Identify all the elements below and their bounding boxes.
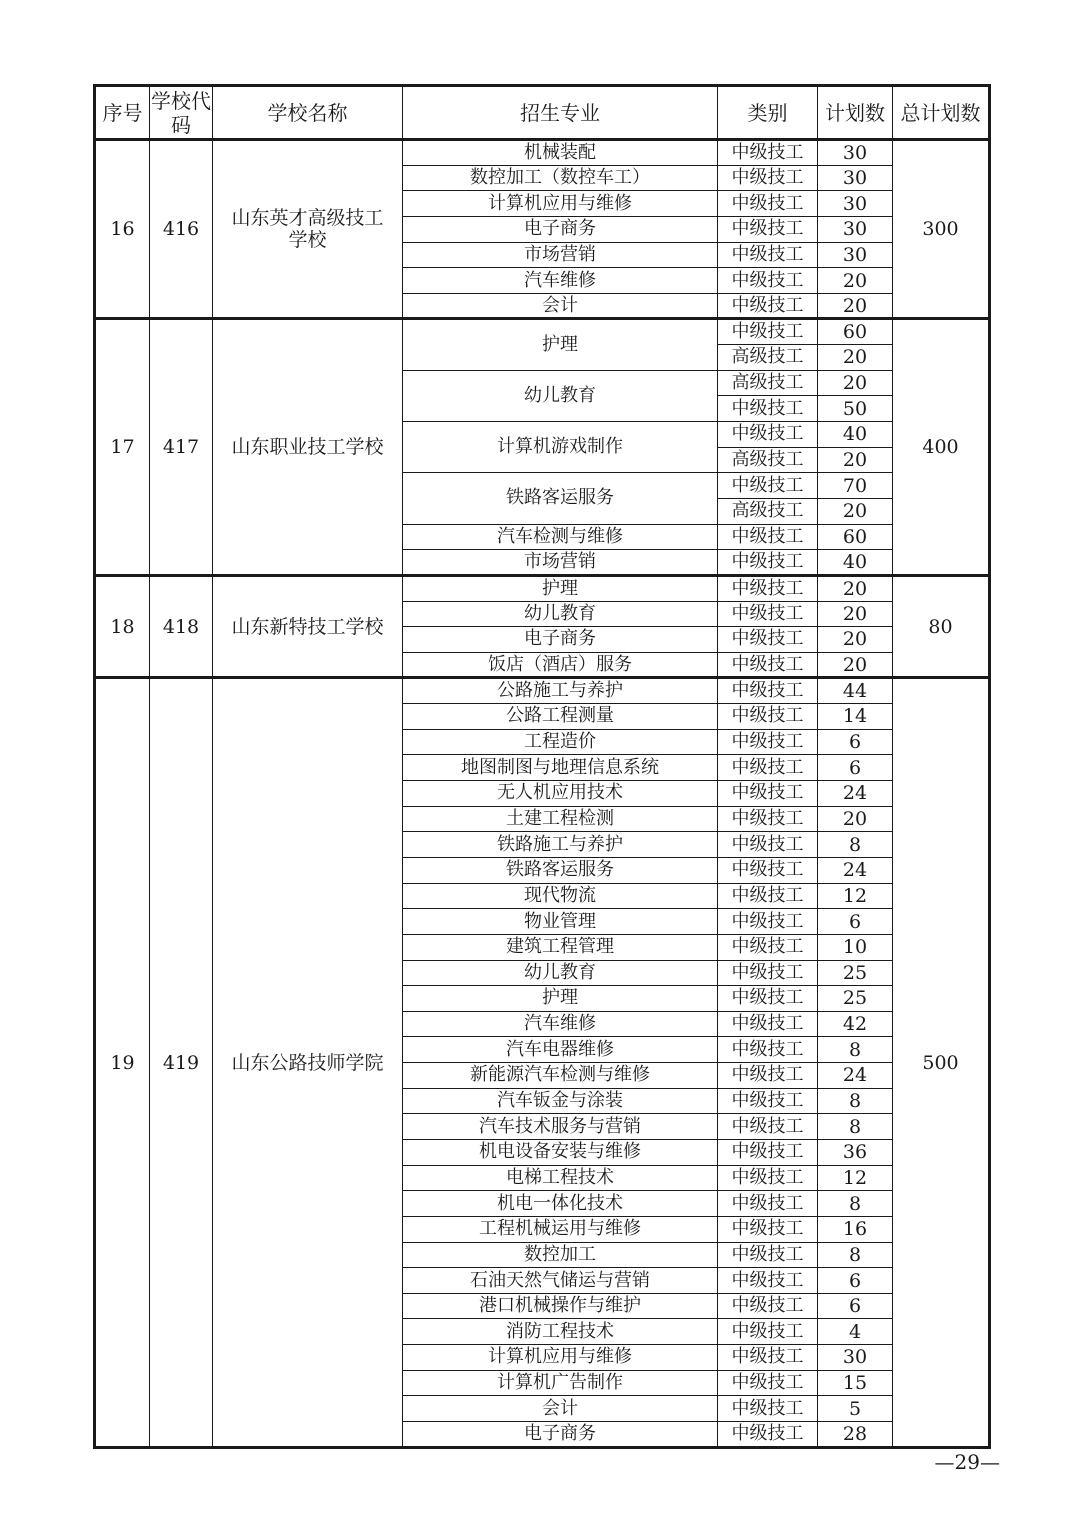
header-major: 招生专业 — [403, 86, 718, 140]
table-row — [95, 319, 990, 345]
category-cell: 中级技工 — [718, 781, 818, 807]
category-cell: 中级技工 — [718, 729, 818, 755]
plan-cell: 30 — [818, 140, 893, 166]
major-cell: 护理 — [403, 986, 718, 1012]
major-cell: 护理 — [403, 319, 718, 370]
seq-cell: 17 — [95, 319, 150, 575]
major-cell: 物业管理 — [403, 909, 718, 935]
plan-cell: 40 — [818, 422, 893, 448]
plan-cell: 6 — [818, 1293, 893, 1319]
plan-cell: 6 — [818, 729, 893, 755]
school-name-cell: 山东英才高级技工学校 — [213, 140, 403, 319]
plan-cell: 40 — [818, 550, 893, 576]
category-cell: 高级技工 — [718, 370, 818, 396]
category-cell: 高级技工 — [718, 345, 818, 371]
plan-cell: 50 — [818, 396, 893, 422]
major-cell: 新能源汽车检测与维修 — [403, 1063, 718, 1089]
header-row — [95, 86, 990, 140]
plan-cell: 30 — [818, 1345, 893, 1371]
category-cell: 中级技工 — [718, 216, 818, 242]
seq-cell: 16 — [95, 140, 150, 319]
major-cell: 电子商务 — [403, 627, 718, 653]
major-cell: 机电设备安装与维修 — [403, 1139, 718, 1165]
plan-cell: 30 — [818, 216, 893, 242]
category-cell: 中级技工 — [718, 422, 818, 448]
major-cell: 数控加工 — [403, 1242, 718, 1268]
category-cell: 中级技工 — [718, 1242, 818, 1268]
major-cell: 铁路施工与养护 — [403, 832, 718, 858]
category-cell: 中级技工 — [718, 268, 818, 294]
header-school-code: 学校代码 — [150, 86, 213, 140]
category-cell: 中级技工 — [718, 601, 818, 627]
school-code-cell: 416 — [150, 140, 213, 319]
major-cell: 计算机应用与维修 — [403, 191, 718, 217]
plan-cell: 8 — [818, 1037, 893, 1063]
category-cell: 高级技工 — [718, 447, 818, 473]
category-cell: 中级技工 — [718, 550, 818, 576]
category-cell: 中级技工 — [718, 293, 818, 319]
category-cell: 高级技工 — [718, 498, 818, 524]
category-cell: 中级技工 — [718, 473, 818, 499]
category-cell: 中级技工 — [718, 396, 818, 422]
plan-cell: 6 — [818, 909, 893, 935]
plan-cell: 20 — [818, 370, 893, 396]
major-cell: 幼儿教育 — [403, 601, 718, 627]
category-cell: 中级技工 — [718, 857, 818, 883]
major-cell: 现代物流 — [403, 883, 718, 909]
category-cell: 中级技工 — [718, 1268, 818, 1294]
plan-cell: 20 — [818, 627, 893, 653]
plan-cell: 28 — [818, 1422, 893, 1448]
plan-cell: 8 — [818, 1191, 893, 1217]
table-row — [95, 678, 990, 704]
header-plan: 计划数 — [818, 86, 893, 140]
table-row — [95, 140, 990, 166]
major-cell: 公路工程测量 — [403, 704, 718, 730]
major-cell: 港口机械操作与维护 — [403, 1293, 718, 1319]
major-cell: 饭店（酒店）服务 — [403, 652, 718, 678]
major-cell: 石油天然气储运与营销 — [403, 1268, 718, 1294]
category-cell: 中级技工 — [718, 678, 818, 704]
major-cell: 计算机广告制作 — [403, 1370, 718, 1396]
major-cell: 数控加工（数控车工） — [403, 165, 718, 191]
plan-cell: 25 — [818, 986, 893, 1012]
plan-cell: 24 — [818, 1063, 893, 1089]
category-cell: 中级技工 — [718, 986, 818, 1012]
major-cell: 消防工程技术 — [403, 1319, 718, 1345]
header-category: 类别 — [718, 86, 818, 140]
category-cell: 中级技工 — [718, 883, 818, 909]
category-cell: 中级技工 — [718, 909, 818, 935]
category-cell: 中级技工 — [718, 1063, 818, 1089]
plan-cell: 10 — [818, 934, 893, 960]
plan-cell: 6 — [818, 755, 893, 781]
plan-cell: 12 — [818, 883, 893, 909]
major-cell: 建筑工程管理 — [403, 934, 718, 960]
plan-cell: 5 — [818, 1396, 893, 1422]
major-cell: 工程造价 — [403, 729, 718, 755]
plan-cell: 44 — [818, 678, 893, 704]
page-number: —29— — [934, 1450, 1000, 1474]
plan-cell: 60 — [818, 524, 893, 550]
category-cell: 中级技工 — [718, 704, 818, 730]
major-cell: 机械装配 — [403, 140, 718, 166]
category-cell: 中级技工 — [718, 1293, 818, 1319]
plan-cell: 4 — [818, 1319, 893, 1345]
seq-cell: 18 — [95, 575, 150, 678]
plan-cell: 20 — [818, 652, 893, 678]
plan-cell: 20 — [818, 806, 893, 832]
major-cell: 计算机应用与维修 — [403, 1345, 718, 1371]
major-cell: 汽车维修 — [403, 1011, 718, 1037]
enrollment-plan-table — [93, 84, 991, 1449]
plan-cell: 30 — [818, 191, 893, 217]
category-cell: 中级技工 — [718, 191, 818, 217]
category-cell: 中级技工 — [718, 652, 818, 678]
plan-cell: 20 — [818, 268, 893, 294]
table-body — [95, 140, 990, 1448]
school-code-cell: 417 — [150, 319, 213, 575]
major-cell: 汽车维修 — [403, 268, 718, 294]
header-seq: 序号 — [95, 86, 150, 140]
total-plan-cell: 300 — [893, 140, 990, 319]
major-cell: 土建工程检测 — [403, 806, 718, 832]
school-code-cell: 419 — [150, 678, 213, 1448]
category-cell: 中级技工 — [718, 242, 818, 268]
plan-cell: 20 — [818, 575, 893, 601]
category-cell: 中级技工 — [718, 960, 818, 986]
category-cell: 中级技工 — [718, 140, 818, 166]
category-cell: 中级技工 — [718, 934, 818, 960]
school-name-cell: 山东公路技师学院 — [213, 678, 403, 1448]
plan-cell: 8 — [818, 1088, 893, 1114]
plan-cell: 20 — [818, 601, 893, 627]
category-cell: 中级技工 — [718, 1139, 818, 1165]
total-plan-cell: 500 — [893, 678, 990, 1448]
school-code-cell: 418 — [150, 575, 213, 678]
category-cell: 中级技工 — [718, 1191, 818, 1217]
category-cell: 中级技工 — [718, 627, 818, 653]
school-name-cell: 山东职业技工学校 — [213, 319, 403, 575]
plan-cell: 20 — [818, 447, 893, 473]
major-cell: 电梯工程技术 — [403, 1165, 718, 1191]
header-total-plan: 总计划数 — [893, 86, 990, 140]
plan-cell: 6 — [818, 1268, 893, 1294]
plan-cell: 30 — [818, 242, 893, 268]
major-cell: 电子商务 — [403, 216, 718, 242]
plan-cell: 16 — [818, 1216, 893, 1242]
plan-cell: 15 — [818, 1370, 893, 1396]
total-plan-cell: 400 — [893, 319, 990, 575]
plan-cell: 60 — [818, 319, 893, 345]
plan-cell: 20 — [818, 293, 893, 319]
category-cell: 中级技工 — [718, 832, 818, 858]
major-cell: 公路施工与养护 — [403, 678, 718, 704]
category-cell: 中级技工 — [718, 806, 818, 832]
plan-cell: 36 — [818, 1139, 893, 1165]
major-cell: 电子商务 — [403, 1422, 718, 1448]
major-cell: 铁路客运服务 — [403, 857, 718, 883]
school-name-cell: 山东新特技工学校 — [213, 575, 403, 678]
category-cell: 中级技工 — [718, 1370, 818, 1396]
category-cell: 中级技工 — [718, 1114, 818, 1140]
major-cell: 幼儿教育 — [403, 960, 718, 986]
plan-cell: 20 — [818, 498, 893, 524]
major-cell: 会计 — [403, 1396, 718, 1422]
plan-cell: 24 — [818, 857, 893, 883]
plan-cell: 20 — [818, 345, 893, 371]
category-cell: 中级技工 — [718, 1396, 818, 1422]
plan-cell: 12 — [818, 1165, 893, 1191]
major-cell: 机电一体化技术 — [403, 1191, 718, 1217]
major-cell: 护理 — [403, 575, 718, 601]
seq-cell: 19 — [95, 678, 150, 1448]
category-cell: 中级技工 — [718, 1345, 818, 1371]
plan-cell: 14 — [818, 704, 893, 730]
category-cell: 中级技工 — [718, 1011, 818, 1037]
category-cell: 中级技工 — [718, 1216, 818, 1242]
major-cell: 地图制图与地理信息系统 — [403, 755, 718, 781]
category-cell: 中级技工 — [718, 575, 818, 601]
plan-cell: 25 — [818, 960, 893, 986]
major-cell: 会计 — [403, 293, 718, 319]
major-cell: 铁路客运服务 — [403, 473, 718, 524]
major-cell: 汽车电器维修 — [403, 1037, 718, 1063]
category-cell: 中级技工 — [718, 165, 818, 191]
plan-cell: 24 — [818, 781, 893, 807]
category-cell: 中级技工 — [718, 1165, 818, 1191]
major-cell: 汽车钣金与涂装 — [403, 1088, 718, 1114]
category-cell: 中级技工 — [718, 1037, 818, 1063]
total-plan-cell: 80 — [893, 575, 990, 678]
category-cell: 中级技工 — [718, 1422, 818, 1448]
plan-cell: 42 — [818, 1011, 893, 1037]
category-cell: 中级技工 — [718, 755, 818, 781]
category-cell: 中级技工 — [718, 1088, 818, 1114]
header-school-name: 学校名称 — [213, 86, 403, 140]
major-cell: 汽车技术服务与营销 — [403, 1114, 718, 1140]
major-cell: 市场营销 — [403, 550, 718, 576]
major-cell: 汽车检测与维修 — [403, 524, 718, 550]
plan-cell: 8 — [818, 1114, 893, 1140]
major-cell: 无人机应用技术 — [403, 781, 718, 807]
major-cell: 幼儿教育 — [403, 370, 718, 421]
plan-cell: 30 — [818, 165, 893, 191]
major-cell: 计算机游戏制作 — [403, 422, 718, 473]
category-cell: 中级技工 — [718, 524, 818, 550]
major-cell: 市场营销 — [403, 242, 718, 268]
category-cell: 中级技工 — [718, 1319, 818, 1345]
plan-cell: 8 — [818, 1242, 893, 1268]
category-cell: 中级技工 — [718, 319, 818, 345]
table-row — [95, 575, 990, 601]
major-cell: 工程机械运用与维修 — [403, 1216, 718, 1242]
plan-cell: 70 — [818, 473, 893, 499]
plan-cell: 8 — [818, 832, 893, 858]
